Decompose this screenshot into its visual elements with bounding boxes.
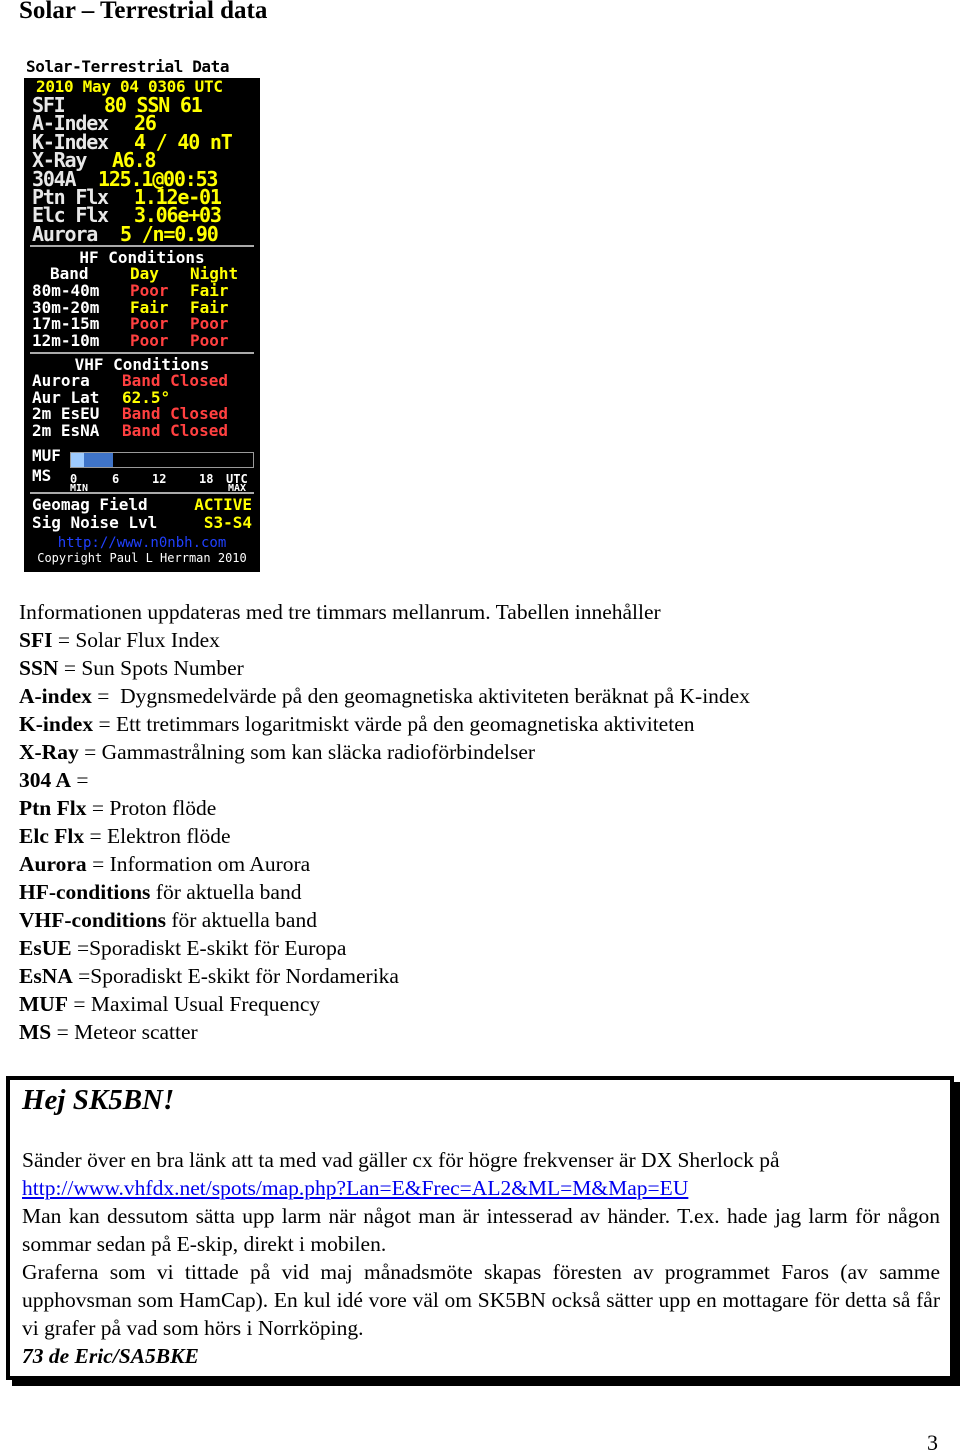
- letter-greeting: Hej SK5BN!: [22, 1084, 175, 1116]
- definition-desc: = Proton flöde: [86, 796, 217, 820]
- tick-label: 12: [152, 471, 167, 486]
- vhf-value: Band Closed: [122, 404, 228, 424]
- hf-day: Poor: [130, 314, 169, 334]
- definition-desc: = Sun Spots Number: [58, 656, 244, 680]
- noise-label: Sig Noise Lvl: [32, 512, 158, 532]
- definition-item: [19, 682, 750, 710]
- index-label: SFI: [32, 93, 65, 117]
- definition-term: Aurora: [19, 852, 87, 876]
- definition-term: EsUE: [19, 936, 72, 960]
- hf-header-night: Night: [190, 264, 239, 284]
- muf-label: MUF: [32, 445, 61, 465]
- definition-term: MUF: [19, 992, 68, 1016]
- index-value: 4 / 40 nT: [134, 129, 232, 154]
- letter-box: [6, 1076, 954, 1380]
- definition-term: Ptn Flx: [19, 796, 87, 820]
- widget-url[interactable]: http://www.n0nbh.com: [57, 534, 227, 551]
- definition-item: [19, 710, 750, 738]
- definition-item: [19, 822, 750, 850]
- index-value: 26: [134, 111, 156, 136]
- hf-night: Poor: [190, 331, 229, 351]
- hf-band: 80m-40m: [32, 280, 100, 300]
- hf-day: Poor: [130, 280, 169, 300]
- intro-text: Informationen uppdateras med tre timmars mellanrum. Tabellen innehåller: [19, 600, 661, 624]
- hf-night: Poor: [190, 314, 229, 334]
- index-value: 5 /n=0.90: [120, 221, 218, 246]
- hf-band: 30m-20m: [32, 297, 100, 317]
- definition-desc: = Dygnsmedelvärde på den geomagnetiska aktiviteten beräknat på K-index: [91, 684, 750, 708]
- definition-item: [19, 738, 750, 766]
- hf-day: Poor: [130, 331, 169, 351]
- widget-copyright: Copyright Paul L Herrman 2010: [37, 550, 247, 565]
- muf-ms-graph: [24, 444, 260, 494]
- hf-header-day: Day: [130, 264, 159, 284]
- definition-term: A-index: [19, 684, 92, 708]
- muf-bar: [70, 452, 254, 468]
- definition-desc: =: [70, 768, 89, 792]
- definition-desc: = Solar Flux Index: [52, 628, 220, 652]
- index-value: 1.12e-01: [134, 185, 221, 210]
- definition-term: 304 A: [19, 768, 71, 792]
- page-number: 3: [927, 1430, 938, 1455]
- vhf-label: 2m EsNA: [32, 421, 100, 441]
- tick-label: UTC: [226, 471, 248, 486]
- definition-term: MS: [19, 1020, 52, 1044]
- definition-desc: =Sporadiskt E-skikt för Nordamerika: [72, 964, 399, 988]
- definition-term: Elc Flx: [19, 824, 85, 848]
- solar-terrestrial-widget: [24, 56, 260, 572]
- definition-desc: = Information om Aurora: [86, 852, 311, 876]
- index-value: 80 SSN 61: [104, 93, 202, 117]
- vhf-value: Band Closed: [122, 421, 228, 441]
- widget-date: 2010 May 04 0306 UTC: [36, 77, 223, 96]
- definition-item: [19, 766, 750, 794]
- definition-item: [19, 654, 750, 682]
- letter-paragraph: Sänder över en bra länk att ta med vad gäller cx för högre frekvenser är DX Sherlock på: [22, 1148, 780, 1172]
- ms-label: MS: [32, 465, 52, 485]
- dx-sherlock-link[interactable]: http://www.vhfdx.net/spots/map.php?Lan=E&Frec=AL2&ML=M&Map=EU: [22, 1176, 689, 1200]
- definition-term: SSN: [19, 656, 59, 680]
- noise-value: S3-S4: [203, 512, 252, 532]
- letter-paragraph: Graferna som vi tittade på vid maj månadsmöte skapas föresten av programmet Faros (av samme upphovsman som HamCap). En kul idé vore väl om SK5BN också sätter upp en mottagare för detta så får vi grafer på vad som hörs i Norrköping.: [22, 1260, 940, 1340]
- vhf-label: Aurora: [32, 370, 90, 390]
- definition-term: VHF-conditions: [19, 908, 166, 932]
- tick-label: 0: [70, 471, 78, 486]
- definition-item: [19, 962, 750, 990]
- definition-desc: =Sporadiskt E-skikt för Europa: [71, 936, 347, 960]
- index-label: X-Ray: [32, 148, 87, 173]
- letter-body: [22, 1146, 940, 1370]
- letter-paragraph: Man kan dessutom sätta upp larm när något man är intesserad av händer. T.ex. hade jag larm för någon sommar sedan på E-skip, direkt i mobilen.: [22, 1204, 940, 1256]
- vhf-value: Band Closed: [122, 370, 228, 390]
- index-row-aurora: [24, 221, 260, 246]
- definition-list: [19, 626, 750, 1046]
- definition-item: [19, 990, 750, 1018]
- definition-term: X-Ray: [19, 740, 79, 764]
- definition-item: [19, 906, 750, 934]
- noise-row: [24, 514, 260, 532]
- index-label: 304A: [32, 166, 76, 191]
- index-label: Ptn Flx: [32, 185, 108, 210]
- geomag-value: ACTIVE: [194, 494, 252, 514]
- hf-night: Fair: [190, 297, 229, 317]
- definition-term: K-index: [19, 712, 94, 736]
- letter-signature: 73 de Eric/SA5BKE: [22, 1344, 199, 1368]
- definition-desc: för aktuella band: [150, 880, 302, 904]
- index-value: A6.8: [112, 148, 156, 173]
- hf-conditions-title: HF Conditions: [79, 248, 205, 268]
- tick-label: 18: [199, 471, 214, 486]
- widget-divider: [30, 352, 254, 354]
- definition-term: SFI: [19, 628, 53, 652]
- tick-label: 6: [112, 471, 120, 486]
- definition-desc: = Maximal Usual Frequency: [67, 992, 321, 1016]
- hf-night: Fair: [190, 280, 229, 300]
- ms-bar-fill: [71, 453, 84, 467]
- definition-item: [19, 794, 750, 822]
- definition-term: EsNA: [19, 964, 73, 988]
- vhf-row: [24, 423, 260, 440]
- vhf-value: 62.5°: [122, 387, 171, 407]
- definition-item: [19, 626, 750, 654]
- index-label: Elc Flx: [32, 203, 108, 228]
- geomag-row: [24, 496, 260, 514]
- hf-header-band: Band: [50, 264, 89, 284]
- definition-item: [19, 1018, 750, 1046]
- definition-term: HF-conditions: [19, 880, 151, 904]
- definition-desc: = Gammastrålning som kan släcka radioförbindelser: [78, 740, 536, 764]
- definition-desc: = Ett tretimmars logaritmiskt värde på den geomagnetiska aktiviteten: [93, 712, 695, 736]
- index-label: Aurora: [32, 221, 98, 246]
- definitions: [19, 598, 750, 1046]
- hf-day: Fair: [130, 297, 169, 317]
- widget-divider: [30, 492, 254, 494]
- vhf-label: 2m EsEU: [32, 404, 100, 424]
- index-value: 3.06e+03: [134, 203, 221, 228]
- index-label: A-Index: [32, 111, 108, 136]
- definition-desc: för aktuella band: [165, 908, 317, 932]
- hf-row: [24, 333, 260, 350]
- definition-desc: = Meteor scatter: [51, 1020, 198, 1044]
- vhf-conditions-title: VHF Conditions: [74, 354, 210, 374]
- index-value: 125.1@00:53: [98, 166, 218, 191]
- vhf-label: Aur Lat: [32, 387, 100, 407]
- tick-max: MAX: [228, 482, 247, 494]
- index-label: K-Index: [32, 129, 108, 154]
- widget-banner: Solar-Terrestrial Data: [24, 56, 260, 78]
- page-title: Solar – Terrestrial data: [19, 0, 268, 24]
- definition-item: [19, 934, 750, 962]
- tick-min: MIN: [70, 482, 89, 494]
- definition-item: [19, 850, 750, 878]
- hf-band: 12m-10m: [32, 331, 100, 351]
- geomag-label: Geomag Field: [32, 494, 148, 514]
- hf-band: 17m-15m: [32, 314, 100, 334]
- definition-item: [19, 878, 750, 906]
- definition-desc: = Elektron flöde: [84, 824, 231, 848]
